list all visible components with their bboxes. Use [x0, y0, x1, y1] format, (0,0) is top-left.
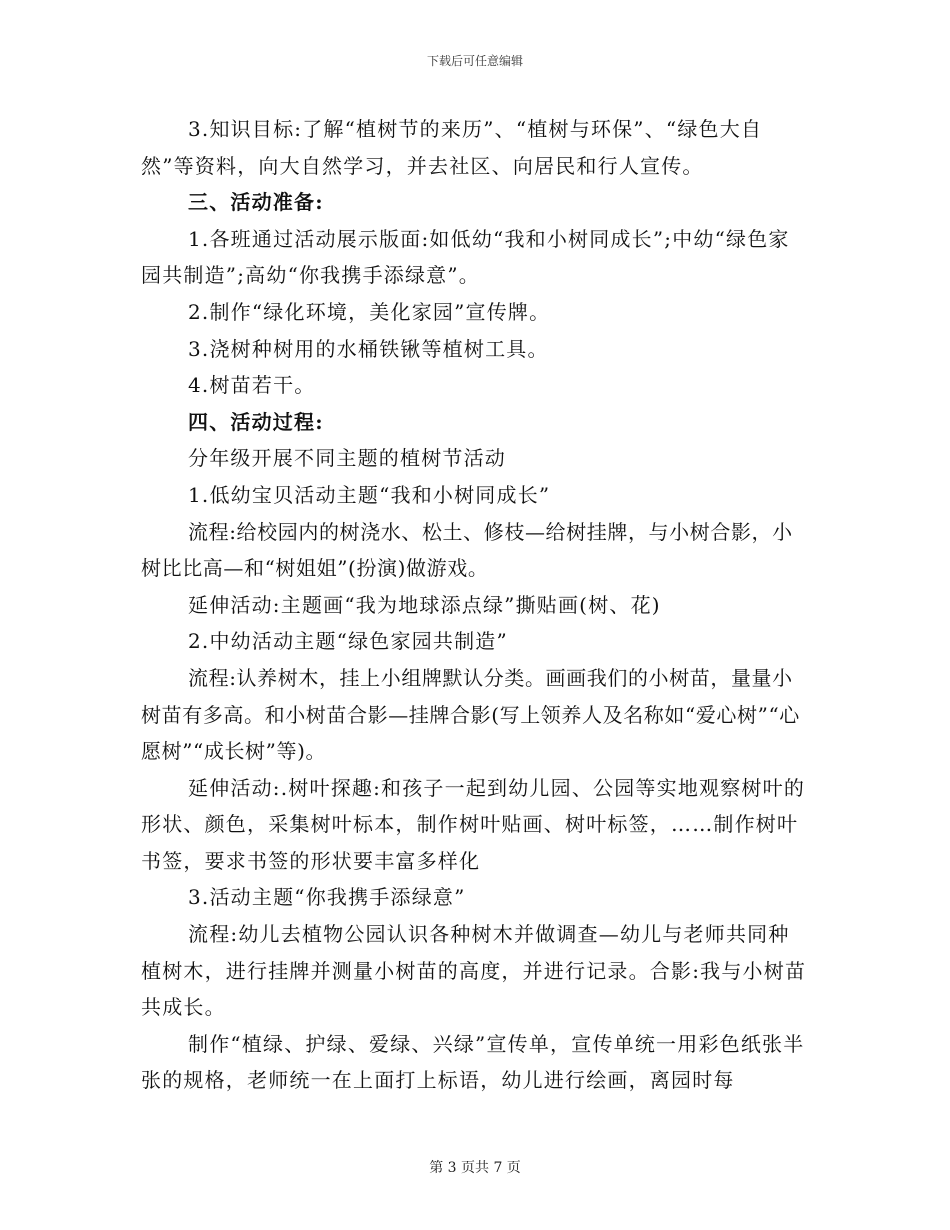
paragraph-middle-extension: 延伸活动:.树叶探趣:和孩子一起到幼儿园、公园等实地观察树叶的形状、颜色，采集树叶标本，制作树叶贴画、树叶标签，……制作树叶书签，要求书签的形状要丰富多样化 [141, 775, 806, 873]
paragraph-junior-extension: 延伸活动:主题画“我为地球添点绿”撕贴画(树、花) [188, 592, 661, 617]
paragraph-prep-4: 4.树苗若干。 [188, 373, 316, 398]
page-footer: 第 3 页共 7 页 [429, 1160, 521, 1176]
paragraph-prep-3: 3.浇树种树用的水桶铁锹等植树工具。 [188, 336, 549, 361]
paragraph-middle-flow: 流程:认养树木，挂上小组牌默认分类。画画我们的小树苗，量量小树苗有多高。和小树苗合影—挂牌合影(写上领养人及名称如“爱心树”“心愿树”“成长树”等)。 [141, 665, 800, 764]
paragraph-junior-flow: 流程:给校园内的树浇水、松土、修枝—给树挂牌，与小树合影，小树比比高—和“树姐姐”(扮演)做游戏。 [141, 519, 793, 581]
document-body [141, 111, 809, 1099]
paragraph-flyer: 制作“植绿、护绿、爱绿、兴绿”宣传单，宣传单统一用彩色纸张半张的规格，老师统一在上面打上标语，幼儿进行绘画，离园时每 [141, 1031, 805, 1093]
paragraph-middle-theme: 2.中幼活动主题“绿色家园共制造” [188, 629, 508, 654]
page-header: 下载后可任意编辑 [426, 54, 523, 68]
paragraph-senior-flow: 流程:幼儿去植物公园认识各种树木并做调查—幼儿与老师共同种植树木，进行挂牌并测量小树苗的高度，并进行记录。合影:我与小树苗共成长。 [141, 922, 807, 1020]
paragraph-process-intro: 分年级开展不同主题的植树节活动 [188, 446, 506, 471]
paragraph-prep-2: 2.制作“绿化环境，美化家园”宣传牌。 [188, 299, 551, 324]
paragraph-senior-theme: 3.活动主题“你我携手添绿意” [188, 885, 466, 910]
section-heading-process: 四、活动过程: [188, 409, 324, 434]
paragraph-junior-theme: 1.低幼宝贝活动主题“我和小树同成长” [188, 482, 551, 507]
paragraph-prep-1: 1.各班通过活动展示版面:如低幼“我和小树同成长”;中幼“绿色家园共制造”;高幼“你我携手添绿意”。 [141, 226, 790, 288]
paragraph-knowledge-goal: 3.知识目标:了解“植树节的来历”、“植树与环保”、“绿色大自然”等资料，向大自然学习，并去社区、向居民和行人宣传。 [141, 117, 763, 178]
section-heading-preparation: 三、活动准备: [188, 190, 324, 215]
